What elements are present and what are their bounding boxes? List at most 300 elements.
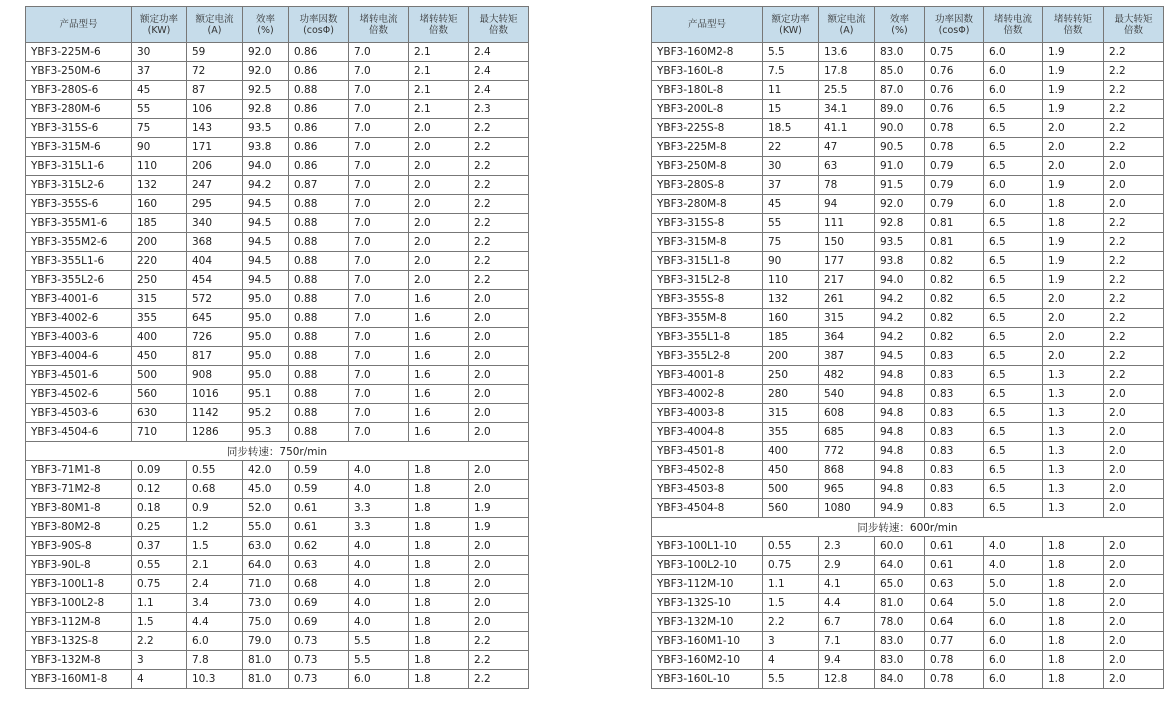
model-cell: YBF3-280M-8 (652, 195, 763, 214)
value-cell: 500 (763, 480, 819, 499)
value-cell: 55 (763, 214, 819, 233)
value-cell: 0.61 (289, 518, 349, 537)
value-cell: 7.0 (349, 43, 409, 62)
model-cell: YBF3-4501-6 (26, 366, 132, 385)
value-cell: 2.0 (469, 290, 529, 309)
model-cell: YBF3-4004-6 (26, 347, 132, 366)
value-cell: 1.8 (1043, 214, 1104, 233)
value-cell: 1.6 (409, 423, 469, 442)
value-cell: 0.88 (289, 404, 349, 423)
table-row (26, 328, 529, 347)
value-cell: 0.69 (289, 613, 349, 632)
section-row (652, 518, 1164, 537)
value-cell: 217 (819, 271, 875, 290)
value-cell: 0.82 (925, 309, 984, 328)
value-cell: 0.64 (925, 613, 984, 632)
value-cell: 1.8 (1043, 537, 1104, 556)
value-cell: 94.0 (875, 271, 925, 290)
value-cell: 2.0 (1104, 461, 1164, 480)
table-row (26, 290, 529, 309)
value-cell: 3.3 (349, 499, 409, 518)
value-cell: 2.0 (1104, 442, 1164, 461)
value-cell: 6.5 (984, 442, 1043, 461)
value-cell: 0.88 (289, 309, 349, 328)
value-cell: 0.86 (289, 138, 349, 157)
value-cell: 1.9 (1043, 62, 1104, 81)
value-cell: 4.0 (349, 537, 409, 556)
value-cell: 0.73 (289, 632, 349, 651)
table-row (652, 442, 1164, 461)
value-cell: 0.88 (289, 252, 349, 271)
value-cell: 2.0 (1104, 537, 1164, 556)
value-cell: 560 (132, 385, 187, 404)
model-cell: YBF3-355L1-6 (26, 252, 132, 271)
table-header-row (652, 7, 1164, 43)
value-cell: 93.8 (875, 252, 925, 271)
value-cell: 295 (187, 195, 243, 214)
header-power-factor: 功率因数 (cosΦ) (925, 7, 984, 43)
value-cell: 0.83 (925, 423, 984, 442)
model-cell: YBF3-160M2-8 (652, 43, 763, 62)
header-rated-power: 额定功率 (KW) (132, 7, 187, 43)
table-row (652, 651, 1164, 670)
value-cell: 364 (819, 328, 875, 347)
value-cell: 92.0 (243, 62, 289, 81)
value-cell: 0.81 (925, 233, 984, 252)
value-cell: 0.88 (289, 423, 349, 442)
model-cell: YBF3-80M1-8 (26, 499, 132, 518)
value-cell: 94.5 (243, 195, 289, 214)
value-cell: 7.0 (349, 252, 409, 271)
model-cell: YBF3-280S-8 (652, 176, 763, 195)
value-cell: 2.2 (1104, 290, 1164, 309)
model-cell: YBF3-315M-8 (652, 233, 763, 252)
value-cell: 0.88 (289, 347, 349, 366)
table-row (26, 632, 529, 651)
value-cell: 2.4 (187, 575, 243, 594)
value-cell: 1.8 (409, 480, 469, 499)
value-cell: 454 (187, 271, 243, 290)
value-cell: 0.82 (925, 328, 984, 347)
value-cell: 87.0 (875, 81, 925, 100)
value-cell: 1.9 (1043, 100, 1104, 119)
value-cell: 0.78 (925, 651, 984, 670)
table-body-left (26, 43, 529, 689)
value-cell: 15 (763, 100, 819, 119)
value-cell: 30 (763, 157, 819, 176)
value-cell: 5.0 (984, 575, 1043, 594)
header-efficiency: 效率 (%) (243, 7, 289, 43)
value-cell: 0.37 (132, 537, 187, 556)
value-cell: 1.8 (1043, 195, 1104, 214)
value-cell: 93.5 (875, 233, 925, 252)
table-row (652, 404, 1164, 423)
value-cell: 17.8 (819, 62, 875, 81)
value-cell: 2.2 (469, 138, 529, 157)
model-cell: YBF3-225S-8 (652, 119, 763, 138)
value-cell: 1286 (187, 423, 243, 442)
value-cell: 450 (763, 461, 819, 480)
value-cell: 200 (132, 233, 187, 252)
table-row (652, 499, 1164, 518)
value-cell: 90.0 (875, 119, 925, 138)
model-cell: YBF3-4504-8 (652, 499, 763, 518)
value-cell: 37 (763, 176, 819, 195)
value-cell: 0.83 (925, 404, 984, 423)
value-cell: 132 (763, 290, 819, 309)
value-cell: 368 (187, 233, 243, 252)
model-cell: YBF3-100L1-8 (26, 575, 132, 594)
value-cell: 0.87 (289, 176, 349, 195)
value-cell: 6.5 (984, 309, 1043, 328)
table-row (652, 594, 1164, 613)
value-cell: 645 (187, 309, 243, 328)
model-cell: YBF3-80M2-8 (26, 518, 132, 537)
table-row (26, 575, 529, 594)
value-cell: 94.2 (875, 290, 925, 309)
value-cell: 6.0 (984, 62, 1043, 81)
model-cell: YBF3-355M2-6 (26, 233, 132, 252)
value-cell: 908 (187, 366, 243, 385)
value-cell: 2.0 (1104, 195, 1164, 214)
value-cell: 404 (187, 252, 243, 271)
table-row (26, 385, 529, 404)
table-row (652, 252, 1164, 271)
value-cell: 2.3 (469, 100, 529, 119)
value-cell: 106 (187, 100, 243, 119)
value-cell: 94.8 (875, 404, 925, 423)
value-cell: 2.2 (1104, 328, 1164, 347)
value-cell: 0.86 (289, 119, 349, 138)
table-row (26, 499, 529, 518)
value-cell: 2.0 (469, 556, 529, 575)
model-cell: YBF3-280M-6 (26, 100, 132, 119)
value-cell: 90.5 (875, 138, 925, 157)
value-cell: 2.2 (469, 670, 529, 689)
value-cell: 6.5 (984, 271, 1043, 290)
table-row (26, 670, 529, 689)
value-cell: 6.0 (984, 651, 1043, 670)
value-cell: 94.0 (243, 157, 289, 176)
value-cell: 2.1 (409, 100, 469, 119)
value-cell: 2.0 (469, 537, 529, 556)
model-cell: YBF3-4002-6 (26, 309, 132, 328)
value-cell: 6.0 (984, 176, 1043, 195)
value-cell: 2.2 (469, 119, 529, 138)
model-cell: YBF3-355S-6 (26, 195, 132, 214)
value-cell: 7.0 (349, 100, 409, 119)
value-cell: 94.8 (875, 461, 925, 480)
value-cell: 52.0 (243, 499, 289, 518)
table-row (652, 670, 1164, 689)
table-row (652, 366, 1164, 385)
value-cell: 250 (763, 366, 819, 385)
value-cell: 63.0 (243, 537, 289, 556)
value-cell: 0.63 (289, 556, 349, 575)
model-cell: YBF3-160M1-10 (652, 632, 763, 651)
table-row (26, 366, 529, 385)
value-cell: 2.2 (469, 214, 529, 233)
value-cell: 110 (132, 157, 187, 176)
value-cell: 2.0 (409, 233, 469, 252)
table-row (652, 461, 1164, 480)
model-cell: YBF3-315L1-8 (652, 252, 763, 271)
model-cell: YBF3-4002-8 (652, 385, 763, 404)
value-cell: 7.0 (349, 233, 409, 252)
table-row (26, 461, 529, 480)
value-cell: 6.5 (984, 233, 1043, 252)
value-cell: 171 (187, 138, 243, 157)
value-cell: 0.86 (289, 100, 349, 119)
table-row (26, 594, 529, 613)
model-cell: YBF3-160M2-10 (652, 651, 763, 670)
value-cell: 7.0 (349, 290, 409, 309)
header-rated-power: 额定功率 (KW) (763, 7, 819, 43)
value-cell: 6.7 (819, 613, 875, 632)
value-cell: 7.0 (349, 119, 409, 138)
model-cell: YBF3-4502-8 (652, 461, 763, 480)
table-row (652, 385, 1164, 404)
value-cell: 450 (132, 347, 187, 366)
value-cell: 6.0 (984, 195, 1043, 214)
value-cell: 7.0 (349, 404, 409, 423)
value-cell: 75 (763, 233, 819, 252)
value-cell: 1.8 (1043, 651, 1104, 670)
value-cell: 64.0 (875, 556, 925, 575)
value-cell: 0.79 (925, 157, 984, 176)
model-cell: YBF3-4004-8 (652, 423, 763, 442)
header-rated-current: 额定电流 (A) (819, 7, 875, 43)
value-cell: 2.0 (1043, 119, 1104, 138)
value-cell: 0.78 (925, 119, 984, 138)
value-cell: 94 (819, 195, 875, 214)
table-row (26, 423, 529, 442)
value-cell: 2.2 (1104, 309, 1164, 328)
value-cell: 2.0 (1104, 157, 1164, 176)
value-cell: 2.0 (469, 461, 529, 480)
value-cell: 1.3 (1043, 499, 1104, 518)
value-cell: 95.0 (243, 347, 289, 366)
value-cell: 2.1 (187, 556, 243, 575)
value-cell: 6.5 (984, 423, 1043, 442)
value-cell: 7.0 (349, 385, 409, 404)
value-cell: 4.4 (187, 613, 243, 632)
value-cell: 340 (187, 214, 243, 233)
model-cell: YBF3-132M-8 (26, 651, 132, 670)
value-cell: 5.5 (349, 632, 409, 651)
model-cell: YBF3-315L2-8 (652, 271, 763, 290)
table-row (26, 100, 529, 119)
model-cell: YBF3-71M2-8 (26, 480, 132, 499)
value-cell: 94.5 (243, 214, 289, 233)
model-cell: YBF3-355M1-6 (26, 214, 132, 233)
value-cell: 6.5 (984, 366, 1043, 385)
table-row (652, 195, 1164, 214)
value-cell: 2.2 (1104, 252, 1164, 271)
table-row (652, 575, 1164, 594)
header-locked-rotor-current: 堵转电流 倍数 (349, 7, 409, 43)
table-row (26, 556, 529, 575)
value-cell: 0.18 (132, 499, 187, 518)
value-cell: 710 (132, 423, 187, 442)
value-cell: 220 (132, 252, 187, 271)
table-row (26, 518, 529, 537)
value-cell: 2.2 (1104, 62, 1164, 81)
value-cell: 92.5 (243, 81, 289, 100)
section-row (26, 442, 529, 461)
value-cell: 0.83 (925, 385, 984, 404)
value-cell: 4.0 (349, 613, 409, 632)
value-cell: 7.0 (349, 271, 409, 290)
value-cell: 0.55 (763, 537, 819, 556)
value-cell: 2.2 (1104, 119, 1164, 138)
value-cell: 2.0 (469, 575, 529, 594)
value-cell: 2.4 (469, 62, 529, 81)
model-cell: YBF3-4001-8 (652, 366, 763, 385)
model-cell: YBF3-160M1-8 (26, 670, 132, 689)
value-cell: 1.2 (187, 518, 243, 537)
table-row (652, 423, 1164, 442)
table-row (652, 556, 1164, 575)
value-cell: 6.5 (984, 290, 1043, 309)
value-cell: 1.9 (469, 518, 529, 537)
model-cell: YBF3-355S-8 (652, 290, 763, 309)
value-cell: 78 (819, 176, 875, 195)
value-cell: 2.2 (1104, 214, 1164, 233)
model-cell: YBF3-4003-8 (652, 404, 763, 423)
value-cell: 2.0 (469, 404, 529, 423)
value-cell: 726 (187, 328, 243, 347)
value-cell: 2.2 (1104, 366, 1164, 385)
value-cell: 0.59 (289, 480, 349, 499)
value-cell: 5.0 (984, 594, 1043, 613)
value-cell: 2.2 (469, 651, 529, 670)
value-cell: 2.0 (1104, 499, 1164, 518)
value-cell: 2.1 (409, 81, 469, 100)
value-cell: 1.9 (1043, 81, 1104, 100)
value-cell: 0.64 (925, 594, 984, 613)
value-cell: 1.8 (409, 537, 469, 556)
value-cell: 0.83 (925, 480, 984, 499)
value-cell: 868 (819, 461, 875, 480)
table-row (652, 480, 1164, 499)
table-row (26, 176, 529, 195)
table-row (26, 651, 529, 670)
value-cell: 500 (132, 366, 187, 385)
value-cell: 400 (763, 442, 819, 461)
value-cell: 1142 (187, 404, 243, 423)
value-cell: 2.0 (409, 195, 469, 214)
value-cell: 4.0 (984, 556, 1043, 575)
value-cell: 4 (763, 651, 819, 670)
value-cell: 355 (763, 423, 819, 442)
value-cell: 6.0 (984, 43, 1043, 62)
model-cell: YBF3-180L-8 (652, 81, 763, 100)
value-cell: 3.3 (349, 518, 409, 537)
table-row (652, 290, 1164, 309)
value-cell: 2.0 (469, 309, 529, 328)
table-row (26, 233, 529, 252)
value-cell: 1.1 (132, 594, 187, 613)
table-row (652, 100, 1164, 119)
value-cell: 6.5 (984, 138, 1043, 157)
value-cell: 0.79 (925, 195, 984, 214)
value-cell: 185 (763, 328, 819, 347)
table-row (26, 613, 529, 632)
value-cell: 2.2 (1104, 347, 1164, 366)
model-cell: YBF3-355L2-8 (652, 347, 763, 366)
value-cell: 95.0 (243, 328, 289, 347)
value-cell: 0.83 (925, 366, 984, 385)
value-cell: 94.2 (243, 176, 289, 195)
value-cell: 11 (763, 81, 819, 100)
model-cell: YBF3-4504-6 (26, 423, 132, 442)
value-cell: 177 (819, 252, 875, 271)
value-cell: 0.73 (289, 651, 349, 670)
table-row (652, 537, 1164, 556)
model-cell: YBF3-71M1-8 (26, 461, 132, 480)
model-cell: YBF3-355M-8 (652, 309, 763, 328)
value-cell: 0.81 (925, 214, 984, 233)
value-cell: 7.0 (349, 423, 409, 442)
model-cell: YBF3-315L1-6 (26, 157, 132, 176)
value-cell: 18.5 (763, 119, 819, 138)
value-cell: 247 (187, 176, 243, 195)
table-row (652, 62, 1164, 81)
value-cell: 2.0 (1104, 613, 1164, 632)
value-cell: 0.77 (925, 632, 984, 651)
value-cell: 83.0 (875, 43, 925, 62)
value-cell: 0.12 (132, 480, 187, 499)
table-row (26, 214, 529, 233)
value-cell: 315 (819, 309, 875, 328)
header-max-torque: 最大转矩 倍数 (1104, 7, 1164, 43)
value-cell: 1.3 (1043, 461, 1104, 480)
value-cell: 7.0 (349, 347, 409, 366)
value-cell: 0.86 (289, 62, 349, 81)
value-cell: 110 (763, 271, 819, 290)
value-cell: 90 (132, 138, 187, 157)
value-cell: 83.0 (875, 651, 925, 670)
value-cell: 7.0 (349, 366, 409, 385)
table-row (26, 81, 529, 100)
value-cell: 64.0 (243, 556, 289, 575)
value-cell: 4.4 (819, 594, 875, 613)
value-cell: 0.68 (187, 480, 243, 499)
value-cell: 2.0 (1043, 138, 1104, 157)
value-cell: 0.88 (289, 385, 349, 404)
value-cell: 6.0 (187, 632, 243, 651)
value-cell: 94.5 (243, 233, 289, 252)
value-cell: 572 (187, 290, 243, 309)
value-cell: 2.2 (469, 176, 529, 195)
value-cell: 6.5 (984, 252, 1043, 271)
value-cell: 81.0 (243, 670, 289, 689)
value-cell: 10.3 (187, 670, 243, 689)
value-cell: 2.2 (1104, 43, 1164, 62)
value-cell: 45.0 (243, 480, 289, 499)
model-cell: YBF3-112M-8 (26, 613, 132, 632)
value-cell: 2.0 (1104, 556, 1164, 575)
value-cell: 1.8 (1043, 594, 1104, 613)
value-cell: 2.0 (409, 214, 469, 233)
value-cell: 0.88 (289, 328, 349, 347)
value-cell: 6.5 (984, 214, 1043, 233)
table-row (652, 328, 1164, 347)
model-cell: YBF3-355L1-8 (652, 328, 763, 347)
value-cell: 94.9 (875, 499, 925, 518)
model-cell: YBF3-132S-10 (652, 594, 763, 613)
